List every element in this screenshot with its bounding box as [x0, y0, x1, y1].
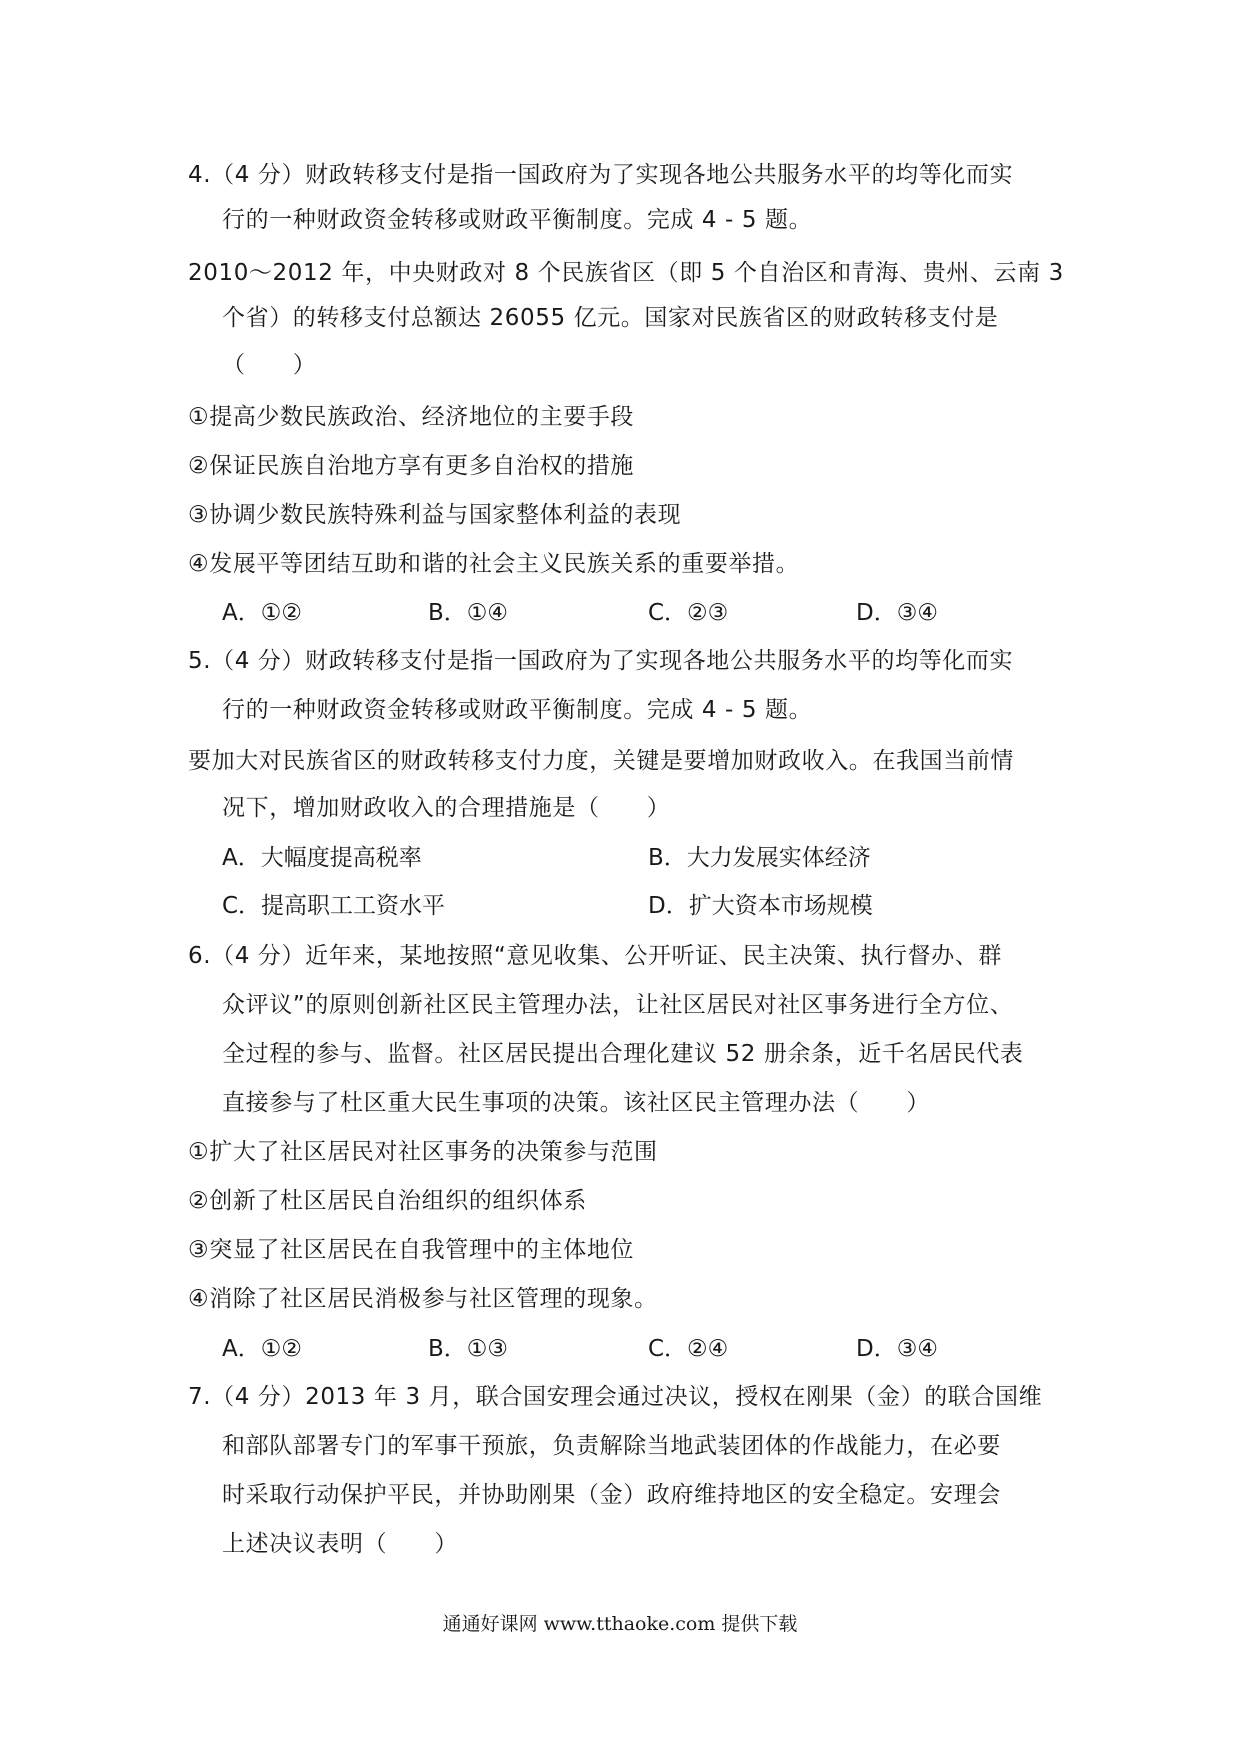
q4-item-4: ④发展平等团结互助和谐的社会主义民族关系的重要举措。	[188, 551, 800, 577]
q5-option-c: C．提高职工工资水平	[222, 893, 446, 919]
q6-item-3: ③突显了社区居民在自我管理中的主体地位	[188, 1237, 635, 1263]
q6-option-b: B．①③	[428, 1336, 509, 1362]
q6-stem-line-1: 6.（4 分）近年来，某地按照“意见收集、公开听证、民主决策、执行督办、群	[188, 943, 1003, 969]
q4-option-a: A．①②	[222, 600, 302, 626]
q6-option-d: D．③④	[856, 1336, 938, 1362]
q4-material-line-1: 2010～2012 年，中央财政对 8 个民族省区（即 5 个自治区和青海、贵州、云南 3	[188, 260, 1064, 286]
q4-stem-line-1: 4.（4 分）财政转移支付是指一国政府为了实现各地公共服务水平的均等化而实	[188, 162, 1014, 188]
q6-item-2: ②创新了杜区居民自治组织的组织体系	[188, 1188, 587, 1214]
q6-stem-line-2: 众评议”的原则创新社区民主管理办法，让社区居民对社区事务进行全方位、	[222, 992, 1014, 1018]
q4-material-line-3: （ ）	[222, 352, 317, 378]
q6-stem-line-4: 直接参与了杜区重大民生事项的决策。该社区民主管理办法（ ）	[222, 1090, 930, 1116]
q4-item-2: ②保证民族自治地方享有更多自治权的措施	[188, 453, 635, 479]
q5-material-line-1: 要加大对民族省区的财政转移支付力度，关键是要增加财政收入。在我国当前情	[188, 748, 1014, 774]
q5-stem-line-1: 5.（4 分）财政转移支付是指一国政府为了实现各地公共服务水平的均等化而实	[188, 648, 1014, 674]
q6-option-c: C．②④	[648, 1336, 729, 1362]
q4-item-3: ③协调少数民族特殊利益与国家整体利益的表现	[188, 502, 682, 528]
q7-stem-line-4: 上述决议表明（ ）	[222, 1531, 458, 1557]
q5-option-b: B．大力发展实体经济	[648, 845, 871, 871]
q5-option-a: A．大幅度提高税率	[222, 845, 422, 871]
q4-material-line-2: 个省）的转移支付总额达 26055 亿元。国家对民族省区的财政转移支付是	[222, 305, 999, 331]
q4-option-b: B．①④	[428, 600, 509, 626]
q4-option-d: D．③④	[856, 600, 938, 626]
q6-option-a: A．①②	[222, 1336, 302, 1362]
q7-stem-line-2: 和部队部署专门的军事干预旅，负责解除当地武装团体的作战能力，在必要	[222, 1433, 1001, 1459]
q4-item-1: ①提高少数民族政治、经济地位的主要手段	[188, 404, 635, 430]
q6-item-1: ①扩大了社区居民对社区事务的决策参与范围	[188, 1139, 658, 1165]
q7-stem-line-3: 时采取行动保护平民，并协助刚果（金）政府维持地区的安全稳定。安理会	[222, 1482, 1001, 1508]
q5-option-d: D．扩大资本市场规模	[648, 893, 873, 919]
q6-item-4: ④消除了社区居民消极参与社区管理的现象。	[188, 1286, 658, 1312]
q4-option-c: C．②③	[648, 600, 729, 626]
q5-material-line-2: 况下，增加财政收入的合理措施是（ ）	[222, 795, 671, 821]
q6-stem-line-3: 全过程的参与、监督。社区居民提出合理化建议 52 册余条，近千名居民代表	[222, 1041, 1024, 1067]
page-footer: 通通好课网 www.tthaoke.com 提供下载	[442, 1613, 798, 1635]
q5-stem-line-2: 行的一种财政资金转移或财政平衡制度。完成 4 - 5 题。	[222, 697, 813, 723]
q7-stem-line-1: 7.（4 分）2013 年 3 月，联合国安理会通过决议，授权在刚果（金）的联合国维	[188, 1384, 1043, 1410]
q4-stem-line-2: 行的一种财政资金转移或财政平衡制度。完成 4 - 5 题。	[222, 207, 813, 233]
